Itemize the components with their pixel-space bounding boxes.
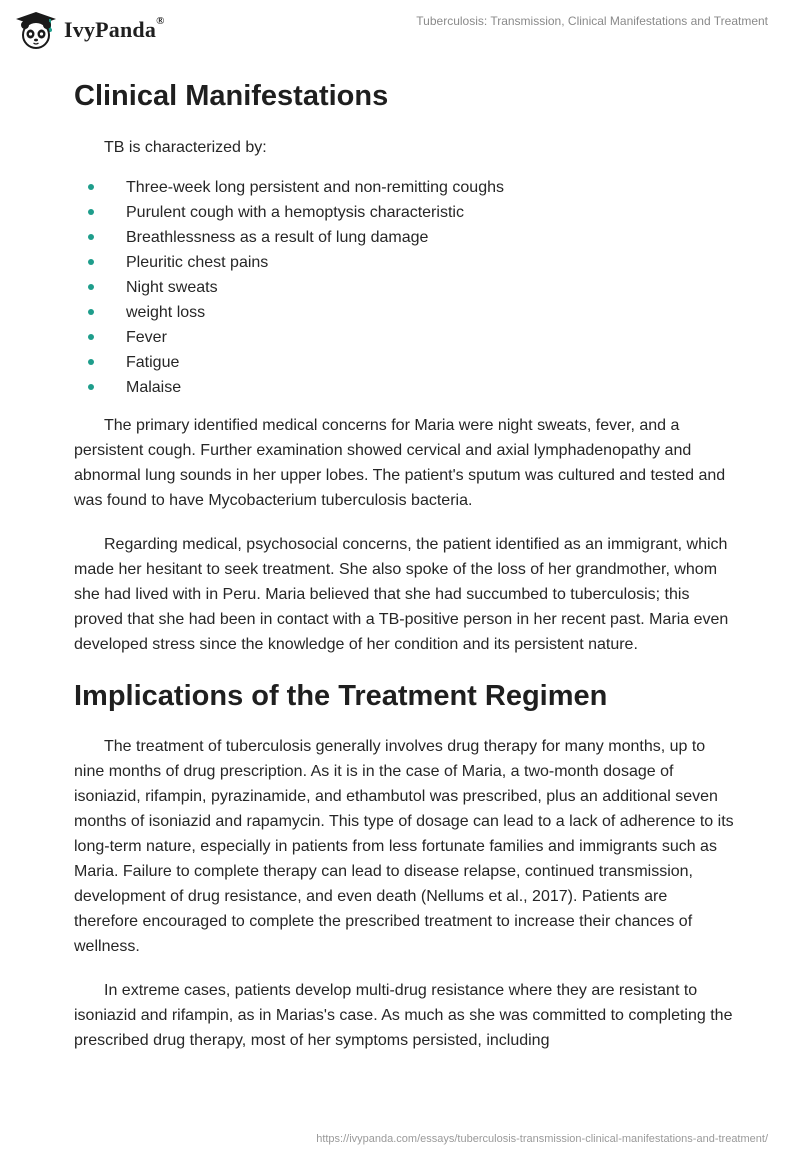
- bullet-icon: [88, 384, 94, 390]
- source-url-link[interactable]: https://ivypanda.com/essays/tuberculosis-transmission-clinical-manifestations-and-treatment/: [316, 1133, 768, 1145]
- essay-content: [74, 70, 734, 1053]
- bullet-icon: [88, 209, 94, 215]
- list-item: Three-week long persistent and non-remitting coughs: [74, 175, 734, 200]
- section-heading-clinical: Clinical Manifestations: [74, 80, 389, 112]
- bullet-icon: [88, 334, 94, 340]
- list-item: Pleuritic chest pains: [74, 250, 734, 275]
- bullet-icon: [88, 234, 94, 240]
- list-item: Night sweats: [74, 275, 734, 300]
- intro-paragraph: TB is characterized by:: [104, 139, 267, 156]
- body-paragraph: In extreme cases, patients develop multi-drug resistance where they are resistant to isoniazid and rifampin, as in Marias's case. As much as she was committed to completing the prescribed drug therapy, most of her symptoms persisted, including: [74, 982, 733, 1049]
- body-paragraph: The treatment of tuberculosis generally involves drug therapy for many months, up to nine months of drug prescription. As it is in the case of Maria, a two-month dosage of isoniazid, rifampin, pyrazinamide, and ethambutol was prescribed, plus an additional seven months of isoniazid and rapamycin. This type of dosage can lead to a lack of adherence to its long-term nature, especially in patients from less fortunate families and immigrants such as Maria. Failure to complete therapy can lead to disease relapse, continued transmission, development of drug resistance, and even death (Nellums et al., 2017). Patients are therefore encouraged to complete the prescribed treatment to increase their chances of wellness.: [74, 738, 734, 955]
- list-item: Purulent cough with a hemoptysis characteristic: [74, 200, 734, 225]
- body-paragraph: Regarding medical, psychosocial concerns, the patient identified as an immigrant, which made her hesitant to seek treatment. She also spoke of the loss of her grandmother, whom she had lived with in Peru. Maria believed that she had succumbed to tuberculosis; this proved that she had been in contact with a TB-positive person in her recent past. Maria even developed stress since the knowledge of her condition and its persistent nature.: [74, 536, 729, 653]
- list-item: weight loss: [74, 300, 734, 325]
- brand-name: IvyPanda®: [64, 15, 165, 42]
- bullet-icon: [88, 259, 94, 265]
- panda-logo-icon: [14, 10, 58, 50]
- section-heading-treatment: Implications of the Treatment Regimen: [74, 680, 608, 712]
- bullet-icon: [88, 284, 94, 290]
- bullet-icon: [88, 309, 94, 315]
- brand-logo-link[interactable]: [14, 10, 165, 50]
- list-item: Fatigue: [74, 350, 734, 375]
- document-title: Tuberculosis: Transmission, Clinical Manifestations and Treatment: [416, 14, 768, 28]
- body-paragraph: The primary identified medical concerns for Maria were night sweats, fever, and a persistent cough. Further examination showed cervical and axial lymphadenopathy and abnormal lung sounds in her upper lobes. The patient's sputum was cultured and tested and was found to have Mycobacterium tuberculosis bacteria.: [74, 417, 726, 509]
- list-item: Malaise: [74, 375, 734, 400]
- bullet-icon: [88, 184, 94, 190]
- symptom-list: [74, 175, 734, 400]
- list-item: Fever: [74, 325, 734, 350]
- bullet-icon: [88, 359, 94, 365]
- page-header: [0, 0, 800, 70]
- list-item: Breathlessness as a result of lung damage: [74, 225, 734, 250]
